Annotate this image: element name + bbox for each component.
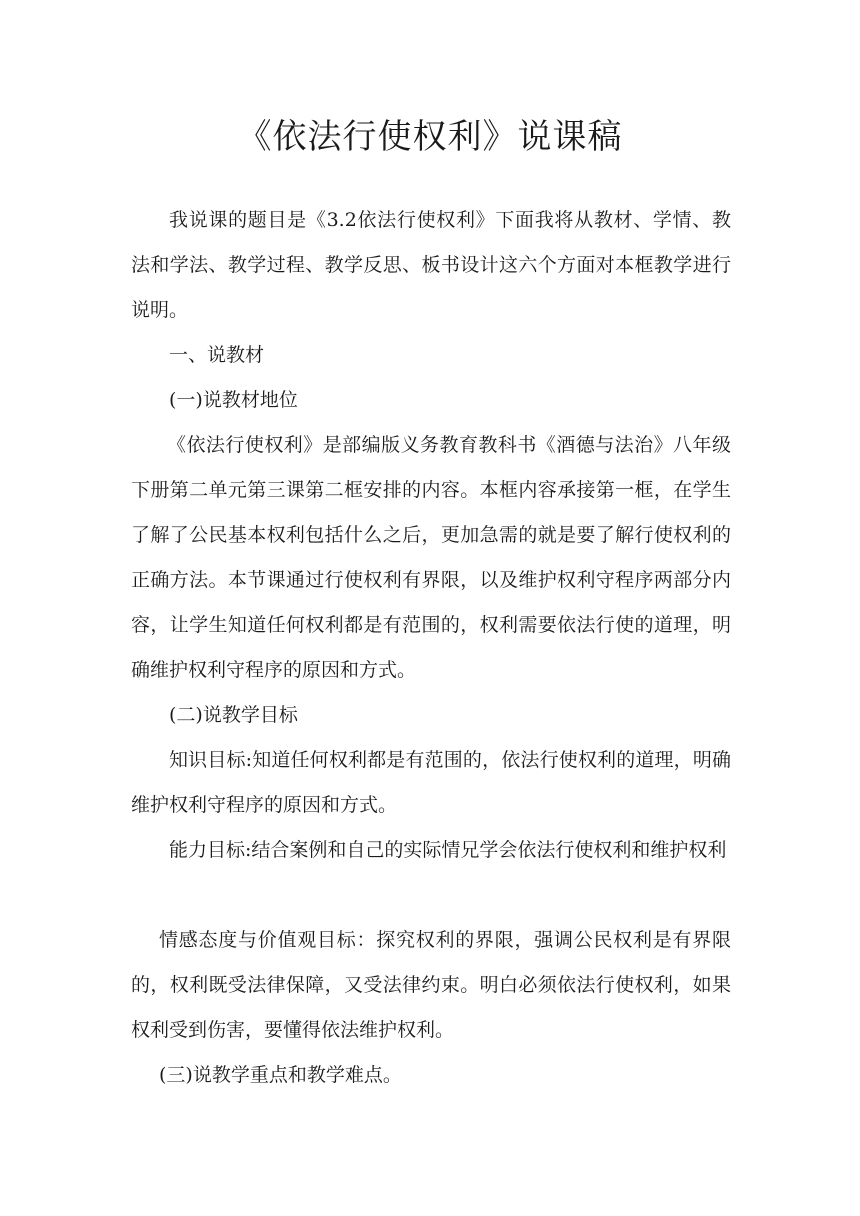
- emotion-goal-paragraph: 情感态度与价值观目标：探究权利的界限，强调公民权利是有界限的，权利既受法律保障，又受法律约束。明白必须依法行使权利，如果权利受到伤害，要懂得依法维护权利。: [131, 929, 731, 1041]
- subheading-key-points: (三)说教学重点和教学难点。: [159, 1064, 402, 1086]
- document-title: 《依法行使权利》说课稿: [237, 117, 623, 157]
- knowledge-goal-paragraph: 知识目标:知道任何权利都是有范围的，依法行使权利的道理，明确维护权利守程序的原因和方式。: [131, 749, 731, 816]
- ability-goal-paragraph: 能力目标:结合案例和自己的实际情兄学会依法行使权利和维护权利: [169, 839, 727, 861]
- section-heading-textbook: 一、说教材: [169, 344, 265, 366]
- subheading-textbook-position: (一)说教材地位: [169, 389, 298, 411]
- textbook-position-paragraph: 《依法行使权利》是部编版义务教育教科书《酒德与法治》八年级下册第二单元第三课第二框安排的内容。本框内容承接第一框，在学生了解了公民基本权利包括什么之后，更加急需的就是要了解行使权利的正确方法。本节课通过行使权利有界限，以及维护权利守程序两部分内容，让学生知道任何权利都是有范围的，权利需要依法行使的道理，明确维护权利守程序的原因和方式。: [131, 434, 731, 681]
- intro-paragraph: 我说课的题目是《3.2依法行使权利》下面我将从教材、学情、教法和学法、教学过程、教学反思、板书设计这六个方面对本框教学进行说明。: [131, 209, 731, 321]
- subheading-teaching-goals: (二)说教学目标: [169, 704, 298, 726]
